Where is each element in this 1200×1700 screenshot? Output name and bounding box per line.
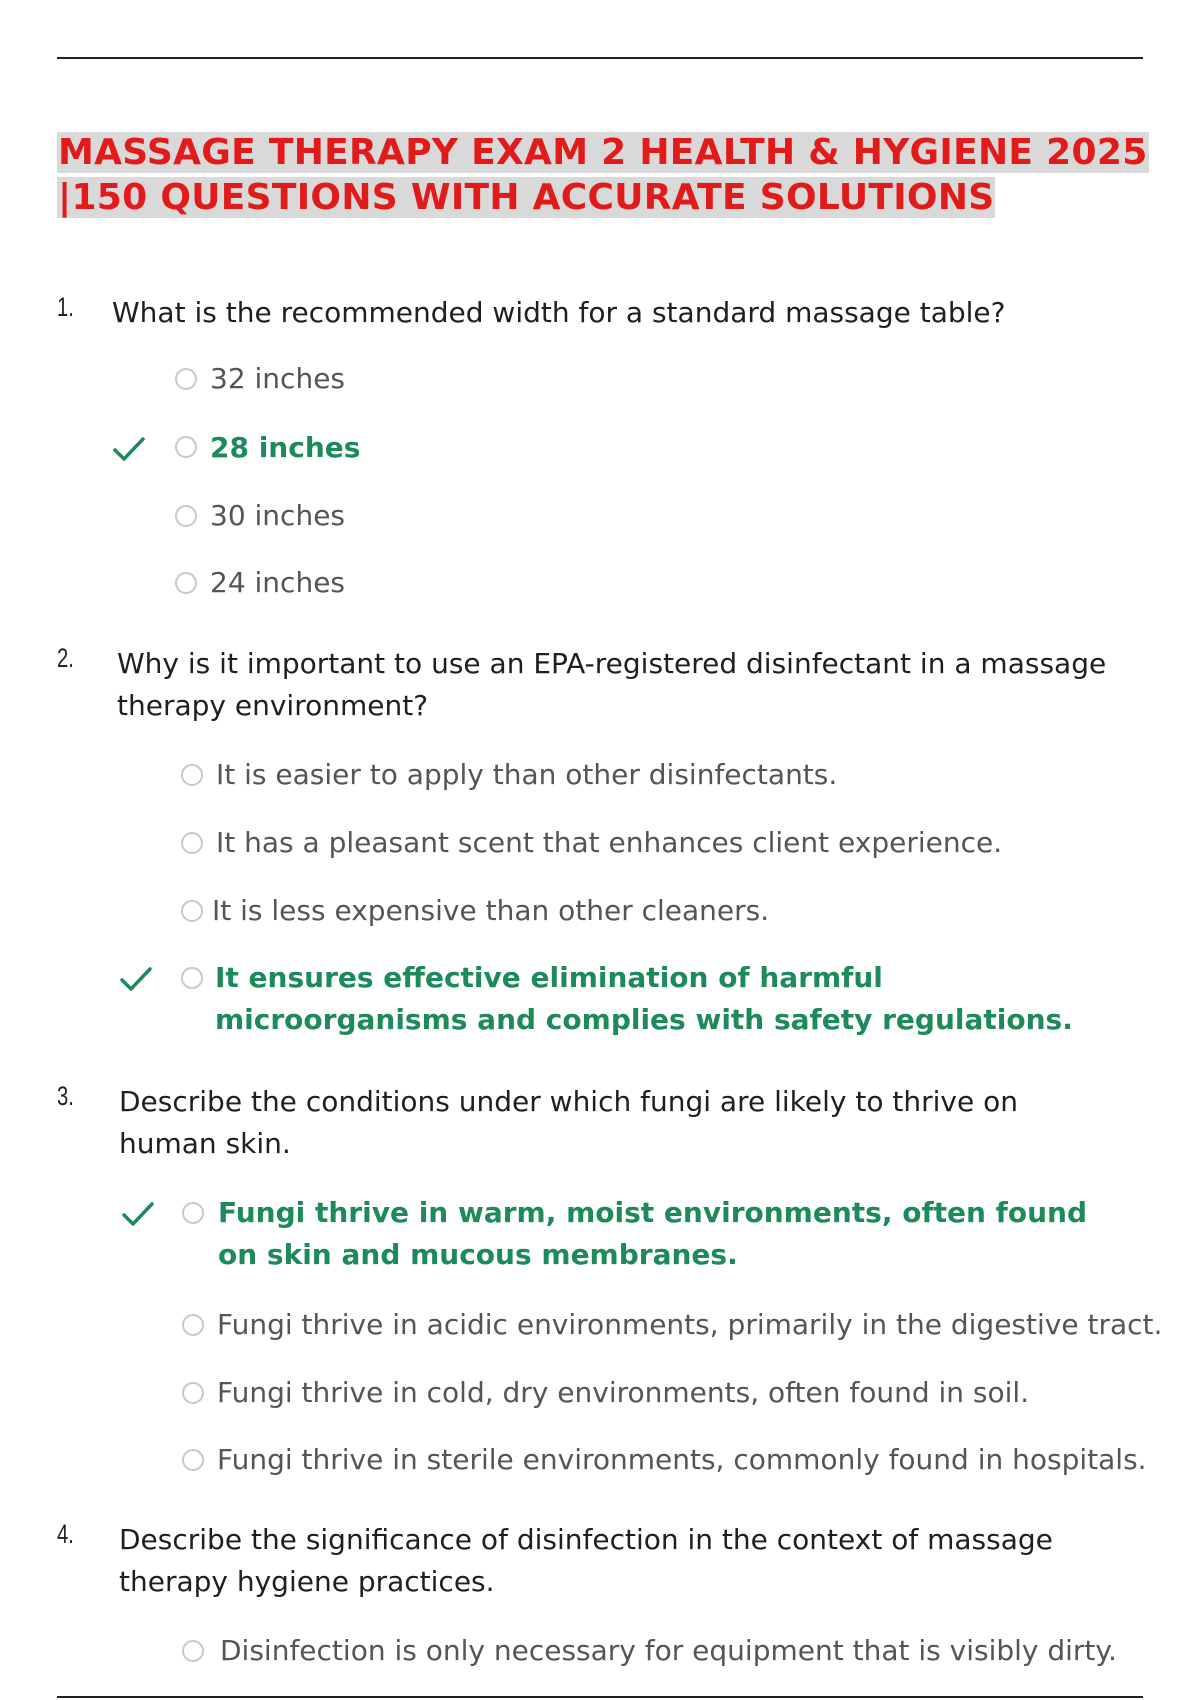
document-title <box>57 130 1157 220</box>
option-label: 28 inches <box>210 431 361 464</box>
option-label: Fungi thrive in sterile environments, commonly found in hospitals. <box>217 1443 1147 1476</box>
option-label: Fungi thrive in warm, moist environments, often found on skin and mucous membranes. <box>218 1196 1088 1271</box>
radio-button-icon[interactable] <box>175 436 197 458</box>
option-label: 30 inches <box>210 499 346 532</box>
question-text: Why is it important to use an EPA-registered disinfectant in a massage therapy environment? <box>117 647 1107 722</box>
question-number: 1. <box>57 292 74 322</box>
option-label: Fungi thrive in acidic environments, primarily in the digestive tract. <box>217 1308 1163 1341</box>
radio-button-icon[interactable] <box>181 832 203 854</box>
title-line-1: MASSAGE THERAPY EXAM 2 HEALTH & HYGIENE 2025 <box>58 132 1148 173</box>
radio-button-icon[interactable] <box>181 900 203 922</box>
question-number: 2. <box>57 643 74 673</box>
radio-button-icon[interactable] <box>182 1382 204 1404</box>
radio-button-icon[interactable] <box>182 1640 204 1662</box>
radio-button-icon[interactable] <box>175 572 197 594</box>
top-divider <box>57 57 1143 59</box>
radio-button-icon[interactable] <box>182 1202 204 1224</box>
bottom-divider <box>57 1696 1143 1698</box>
question-text: Describe the conditions under which fungi are likely to thrive on human skin. <box>119 1085 1018 1160</box>
option-label: Fungi thrive in cold, dry environments, often found in soil. <box>217 1376 1030 1409</box>
option-label: It is less expensive than other cleaners. <box>212 894 770 927</box>
checkmark-icon <box>119 964 153 994</box>
option-label: Disinfection is only necessary for equipment that is visibly dirty. <box>220 1634 1117 1667</box>
question-number: 4. <box>57 1519 74 1549</box>
option-label: 32 inches <box>210 362 346 395</box>
radio-button-icon[interactable] <box>181 967 203 989</box>
checkmark-icon <box>121 1199 155 1229</box>
option-label: 24 inches <box>210 566 346 599</box>
checkmark-icon <box>112 434 146 464</box>
question-text: What is the recommended width for a standard massage table? <box>112 296 1006 329</box>
option-label: It ensures effective elimination of harmful microorganisms and complies with safety regulations. <box>215 961 1073 1036</box>
question-number: 3. <box>57 1081 74 1111</box>
radio-button-icon[interactable] <box>181 764 203 786</box>
radio-button-icon[interactable] <box>182 1449 204 1471</box>
title-line-2: |150 QUESTIONS WITH ACCURATE SOLUTIONS <box>58 177 995 218</box>
radio-button-icon[interactable] <box>182 1314 204 1336</box>
option-label: It is easier to apply than other disinfectants. <box>216 758 838 791</box>
radio-button-icon[interactable] <box>175 505 197 527</box>
question-text: Describe the significance of disinfection in the context of massage therapy hygiene practices. <box>119 1523 1053 1598</box>
radio-button-icon[interactable] <box>175 368 197 390</box>
option-label: It has a pleasant scent that enhances client experience. <box>216 826 1003 859</box>
